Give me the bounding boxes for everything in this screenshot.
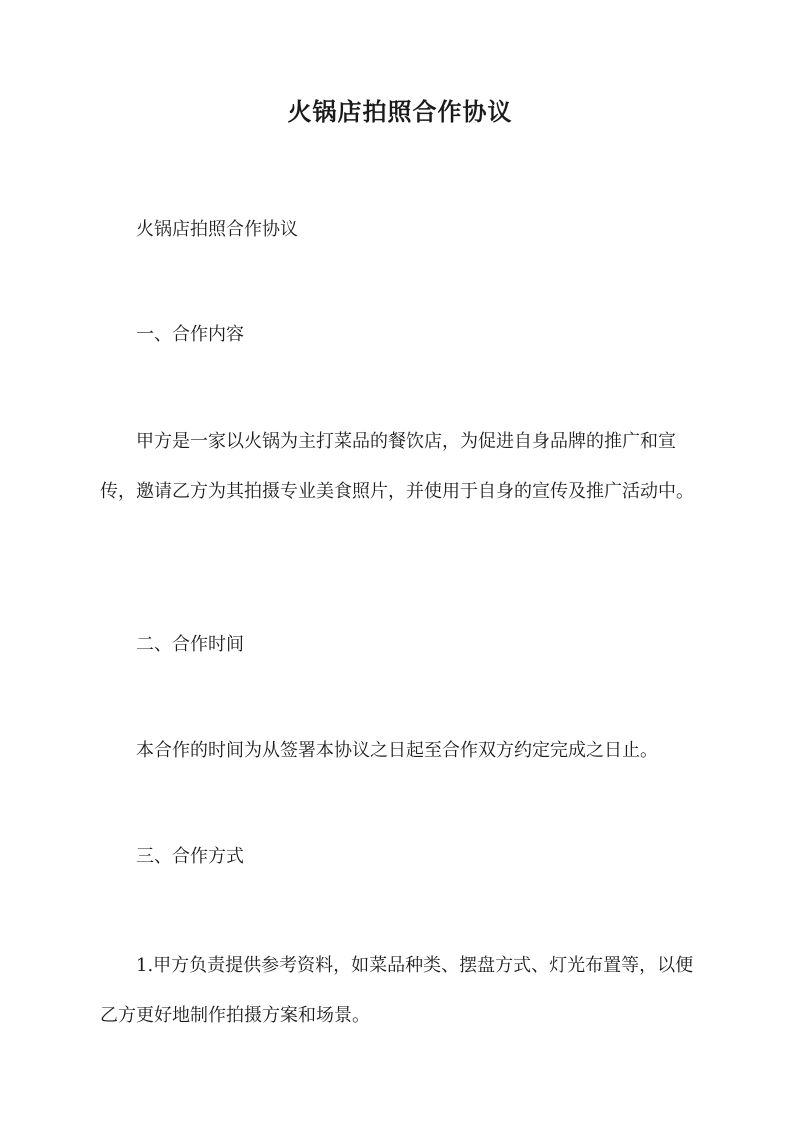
section-body-time: 本合作的时间为从签署本协议之日起至合作双方约定完成之日止。 [136,740,658,761]
section-heading-content: 一、合作内容 [136,324,244,345]
document-title: 火锅店拍照合作协议 [287,97,513,126]
section-body-method: 1.甲方负责提供参考资料，如菜品种类、摆盘方式、灯光布置等，以便乙方更好地制作拍摄方案和场景。 [100,955,694,1026]
section-body-content: 甲方是一家以火锅为主打菜品的餐饮店，为促进自身品牌的推广和宣传，邀请乙方为其拍摄专业美食照片，并使用于自身的宣传及推广活动中。 [100,431,694,502]
document-subtitle: 火锅店拍照合作协议 [136,219,298,240]
section-heading-time: 二、合作时间 [136,634,244,655]
section-heading-method: 三、合作方式 [136,846,244,867]
